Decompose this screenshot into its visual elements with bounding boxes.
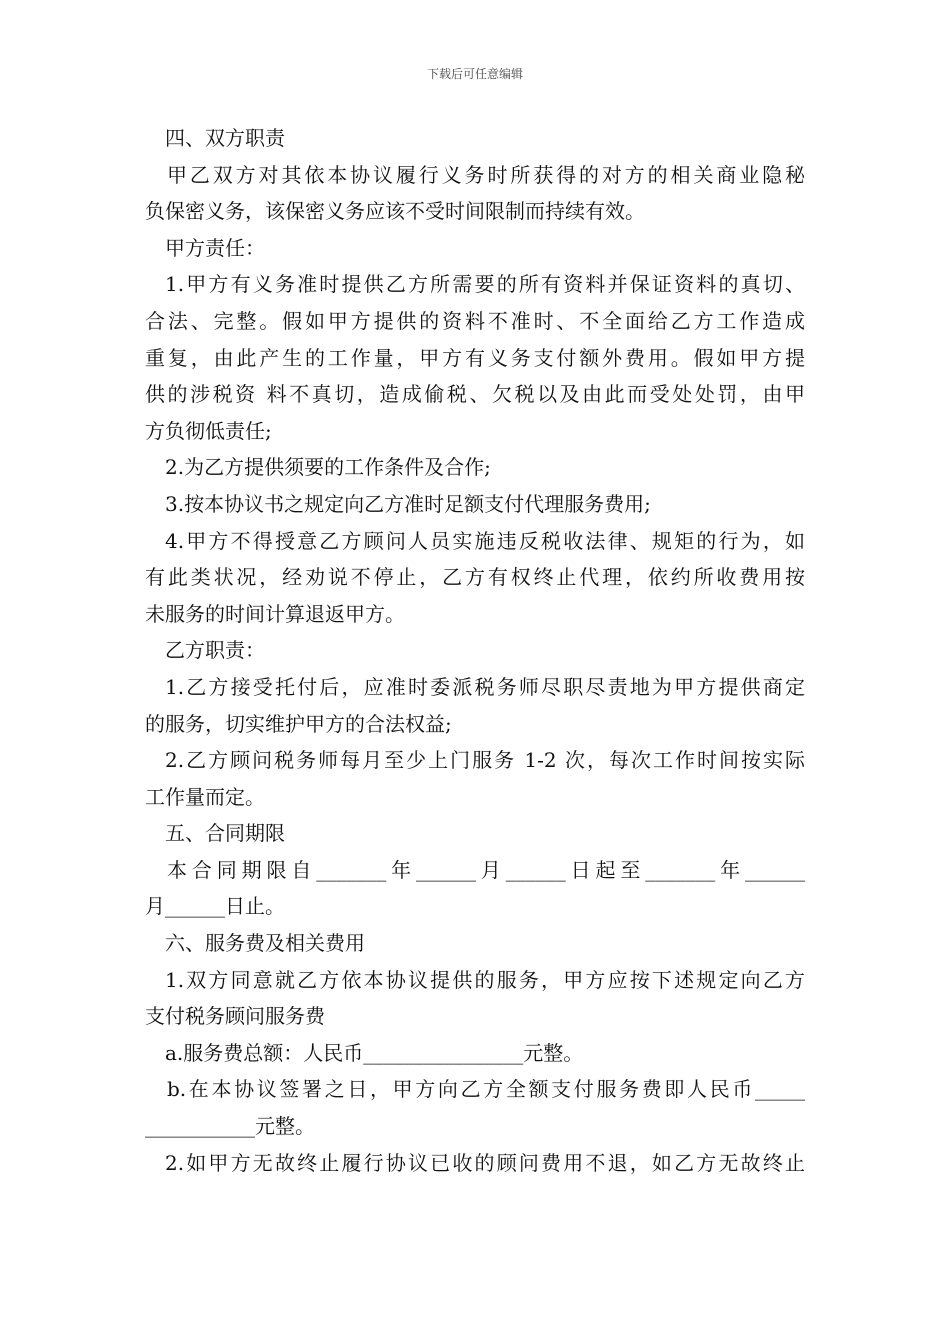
text-line: 未服务的时间计算退返甲方。: [145, 601, 405, 626]
page-header: 下载后可任意编辑: [426, 67, 523, 81]
text-line: 甲乙双方对其依本协议履行义务时所获得的对方的相关商业隐秘: [167, 162, 805, 187]
text-line: 2.如甲方无故终止履行协议已收的顾问费用不退，如乙方无故终止: [165, 1150, 805, 1175]
text-line: 重复，由此产生的工作量，甲方有义务支付额外费用。假如甲方提: [145, 345, 805, 370]
text-line: 的服务，切实维护甲方的合法权益;: [145, 711, 452, 736]
text-line: 供的涉税资 料不真切，造成偷税、欠税以及由此而受处处罚，由甲: [145, 382, 805, 407]
text-line: 支付税务顾问服务费: [145, 1004, 325, 1029]
text-line: a.服务费总额：人民币________________元整。: [165, 1040, 584, 1065]
text-line: 4.甲方不得授意乙方顾问人员实施违反税收法律、规矩的行为，如: [165, 528, 805, 553]
text-line: 1.甲方有义务准时提供乙方所需要的所有资料并保证资料的真切、: [165, 272, 805, 297]
text-line: 六、服务费及相关费用: [165, 931, 365, 956]
text-line: 负保密义务，该保密义务应该不受时间限制而持续有效。: [145, 199, 645, 224]
text-line: 合法、完整。假如甲方提供的资料不准时、不全面给乙方工作造成: [145, 308, 805, 333]
text-line: 有此类状况，经劝说不停止，乙方有权终止代理，依约所收费用按: [145, 565, 805, 590]
text-line: 乙方职责：: [165, 638, 265, 663]
text-line: 1.双方同意就乙方依本协议提供的服务，甲方应按下述规定向乙方: [165, 967, 805, 992]
text-line: ___________元整。: [145, 1114, 315, 1139]
text-line: 甲方责任：: [165, 235, 265, 260]
text-line: 五、合同期限: [165, 821, 285, 846]
text-line: 月______日止。: [145, 894, 285, 919]
document-body: [145, 120, 805, 1181]
text-line: 本合同期限自_______年______月______日起至_______年______: [167, 857, 805, 882]
text-line: 2.乙方顾问税务师每月至少上门服务 1-2 次，每次工作时间按实际: [165, 748, 805, 773]
text-line: 四、双方职责: [165, 126, 285, 150]
text-line: 2.为乙方提供须要的工作条件及合作;: [165, 455, 491, 480]
text-line: 工作量而定。: [145, 784, 265, 809]
text-line: 1.乙方接受托付后，应准时委派税务师尽职尽责地为甲方提供商定: [165, 674, 805, 699]
text-line: 3.按本协议书之规定向乙方准时足额支付代理服务费用;: [165, 491, 651, 516]
text-line: b.在本协议签署之日，甲方向乙方全额支付服务费即人民币_____: [167, 1077, 805, 1102]
text-line: 方负彻低责任;: [145, 418, 272, 443]
